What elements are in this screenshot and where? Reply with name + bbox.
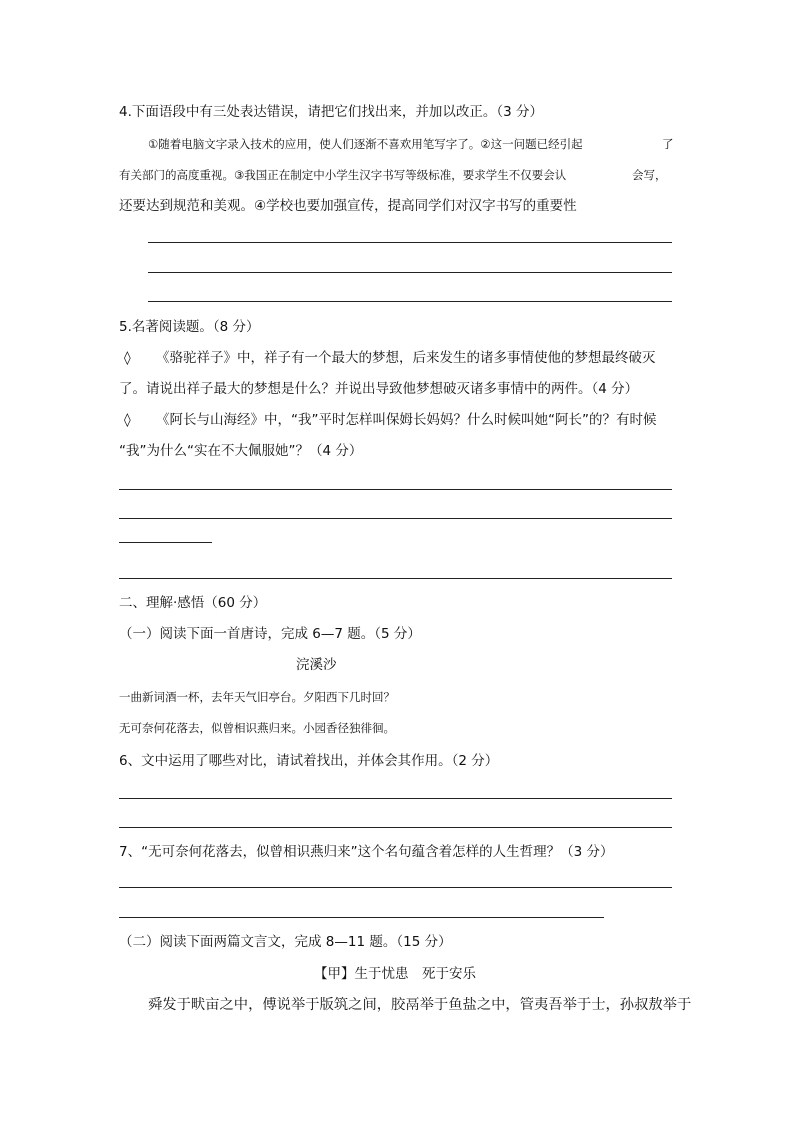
poem-title: 浣溪沙: [296, 657, 337, 673]
q5-bullet-2: ◊: [124, 412, 131, 428]
q7-title: 7、“无可奈何花落去，似曾相识燕归来”这个名句蕴含着怎样的人生哲理？（3 分）: [119, 844, 614, 860]
q4-line1-end: 了: [662, 137, 674, 151]
q5-bullet-1: ◊: [124, 350, 131, 366]
q5-item1-line2: 了。请说出祥子最大的梦想是什么？并说出导致他梦想破灭诸多事情中的两件。（4 分）: [119, 381, 639, 397]
q4-answer-line-1[interactable]: [148, 242, 672, 243]
q5-answer-line-3[interactable]: [119, 542, 212, 543]
part2-title: （二）阅读下面两篇文言文，完成 8—11 题。（15 分）: [119, 934, 452, 950]
q5-item2-line1: 《阿长与山海经》中，“我”平时怎样叫保姆长妈妈？什么时候叫她“阿长”的？有时候: [156, 412, 657, 428]
q6-answer-line-1[interactable]: [119, 798, 672, 799]
q4-line1: ①随着电脑文字录入技术的应用，使人们逐渐不喜欢用笔写字了。②这一问题已经引起: [148, 137, 583, 151]
q4-title: 4.下面语段中有三处表达错误，请把它们找出来，并加以改正。（3 分）: [119, 104, 544, 120]
q6-answer-line-2[interactable]: [119, 827, 672, 828]
q7-answer-line-2[interactable]: [119, 917, 604, 918]
q5-title: 5.名著阅读题。（8 分）: [119, 319, 260, 335]
q5-item2-line2: “我”为什么“实在不大佩服她”？（4 分）: [119, 443, 363, 459]
text-a-line-1: 舜发于畎亩之中，傅说举于版筑之间，胶鬲举于鱼盐之中，管夷吾举于士，孙叔敖举于: [148, 997, 692, 1013]
q4-line3: 还要达到规范和美观。④学校也要加强宣传，提高同学们对汉字书写的重要性: [119, 198, 577, 214]
q5-item1-line1: 《骆驼祥子》中，祥子有一个最大的梦想，后来发生的诸多事情使他的梦想最终破灭: [156, 350, 656, 366]
section2-title: 二、理解·感悟（60 分）: [119, 595, 267, 611]
part1-title: （一）阅读下面一首唐诗，完成 6—7 题。（5 分）: [119, 626, 421, 642]
q4-line2: 有关部门的高度重视。③我国正在制定中小学生汉字书写等级标准，要求学生不仅要会认: [119, 168, 567, 182]
q7-answer-line-1[interactable]: [119, 887, 672, 888]
q4-line2-end: 会写，: [632, 168, 667, 182]
text-a-title: 【甲】生于忧患 死于安乐: [314, 966, 476, 982]
poem-line-2: 无可奈何花落去，似曾相识燕归来。小园香径独徘徊。: [119, 721, 395, 735]
q6-title: 6、文中运用了哪些对比，请试着找出，并体会其作用。（2 分）: [119, 753, 499, 769]
q5-answer-line-4[interactable]: [119, 578, 672, 579]
poem-line-1: 一曲新词酒一杯，去年天气旧亭台。夕阳西下几时回？: [119, 690, 395, 704]
q5-answer-line-1[interactable]: [119, 489, 672, 490]
q5-answer-line-2[interactable]: [119, 518, 672, 519]
q4-answer-line-2[interactable]: [148, 272, 672, 273]
q4-answer-line-3[interactable]: [148, 301, 672, 302]
